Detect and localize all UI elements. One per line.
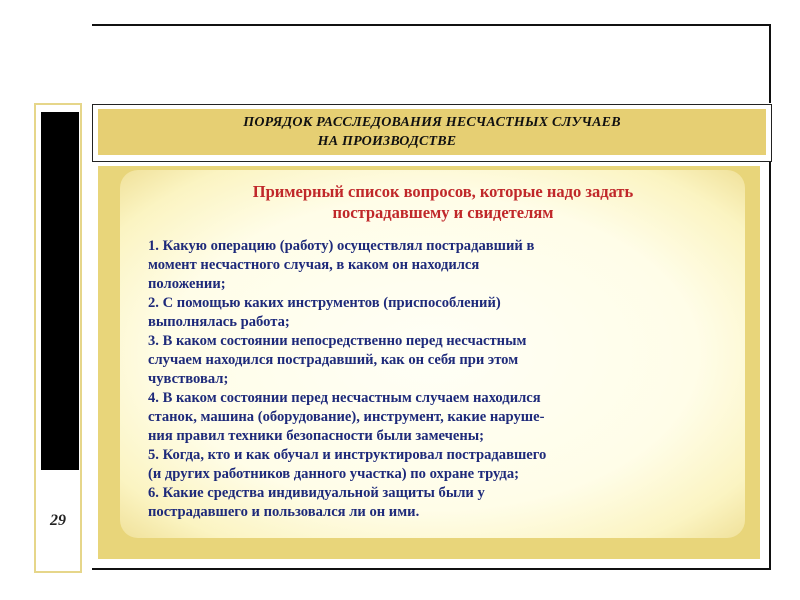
question-line: ния правил техники безопасности были замечены; [148,428,485,444]
slide-title-line-2: НА ПРОИЗВОДСТВЕ [317,134,457,149]
question-line: 6. Какие средства индивидуальной защиты были у [148,485,485,501]
questions-heading-line-1: Примерный список вопросов, которые надо задать [252,182,634,201]
question-line: 4. В каком состоянии перед несчастным случаем находился [148,390,541,406]
question-line: чувствовал; [148,371,229,387]
question-line: 5. Когда, кто и как обучал и инструктировал пострадавшего [148,447,547,463]
question-line: выполнялась работа; [148,314,290,330]
left-decorative-bar [41,112,79,470]
top-frame [92,24,771,103]
question-line: пострадавшего и пользовался ли он ими. [148,504,420,520]
page-number: 29 [50,512,66,529]
questions-heading-line-2: пострадавшему и свидетелям [332,203,554,222]
question-line: положении; [148,276,226,292]
question-line: станок, машина (оборудование), инструмент, какие наруше- [148,409,545,425]
question-line: (и других работников данного участка) по охране труда; [148,466,519,482]
question-line: 1. Какую операцию (работу) осуществлял пострадавший в [148,238,535,254]
questions-list [148,237,738,522]
question-line: момент несчастного случая, в каком он находился [148,257,480,273]
question-line: случаем находился пострадавший, как он себя при этом [148,352,519,368]
question-line: 3. В каком состоянии непосредственно перед несчастным [148,333,527,349]
questions-heading [148,181,738,223]
question-line: 2. С помощью каких инструментов (приспособлений) [148,295,501,311]
slide-title [98,109,766,155]
content-text [148,181,738,522]
slide-title-line-1: ПОРЯДОК РАССЛЕДОВАНИЯ НЕСЧАСТНЫХ СЛУЧАЕВ [243,115,621,130]
